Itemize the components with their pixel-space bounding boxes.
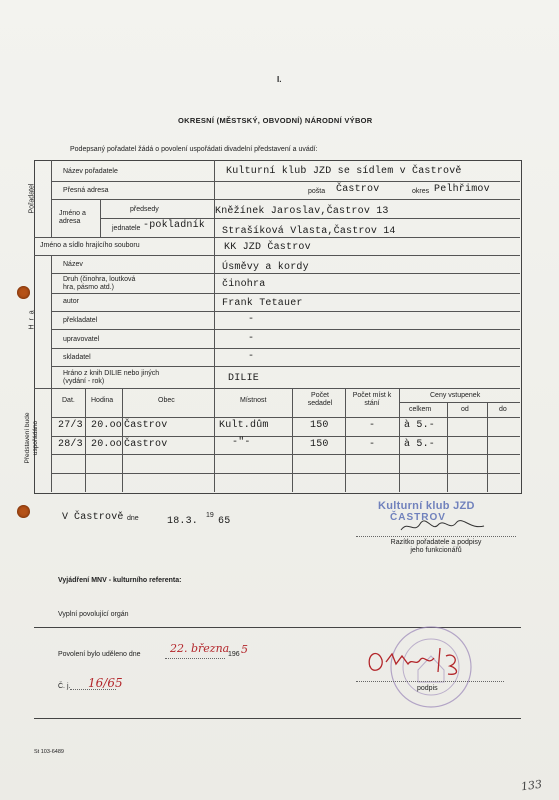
predstaveni-group-label: Představení bude uspořádáno xyxy=(24,412,39,464)
povoleni-year-value: 5 xyxy=(241,643,248,656)
place-prefix: V xyxy=(62,512,69,523)
autor-value: Frank Tetauer xyxy=(222,298,303,309)
row2-mistnost: -"- xyxy=(232,437,251,448)
povoleni-label: Povolení bylo uděleno dne xyxy=(58,651,141,658)
razitko-label: Razítko pořadatele a podpisy jeho funkcionářů xyxy=(390,539,482,554)
punch-hole-bottom xyxy=(17,505,30,518)
hrano-value: DILIE xyxy=(228,373,260,384)
row1-datum: 27/3 xyxy=(58,420,83,431)
posta-value: Častrov xyxy=(336,184,380,195)
soubor-label: Jméno a sídlo hrajícího souboru xyxy=(40,242,140,249)
nazev-poradatele-label: Název pořadatele xyxy=(63,168,118,175)
skladatel-value: - xyxy=(248,351,255,362)
soubor-value: KK JZD Častrov xyxy=(224,242,311,253)
col-celkem: celkem xyxy=(409,406,432,413)
jednatele-extra: -pokladník xyxy=(143,220,206,231)
row1-stani: - xyxy=(369,420,376,431)
skladatel-label: skladatel xyxy=(63,354,91,361)
jednatele-value: Strašíková Vlasta,Častrov 14 xyxy=(222,226,396,237)
stamp-line-1: Kulturní klub JZD xyxy=(378,500,475,512)
col-datum: Dat. xyxy=(62,397,75,404)
podpis-label: podpis xyxy=(417,685,438,692)
row1-sedadel: 150 xyxy=(310,420,329,431)
date-value: 18.3. xyxy=(167,516,199,527)
okres-value: Pelhřimov xyxy=(434,184,490,195)
predsedy-label: předsedy xyxy=(130,206,159,213)
cj-value: 16/65 xyxy=(88,676,123,690)
cj-label: Č. j. xyxy=(58,683,71,690)
vyjadreni-label: Vyjádření MNV - kulturního referenta: xyxy=(58,577,182,584)
year-value: 65 xyxy=(218,516,231,527)
document-title: OKRESNÍ (MĚSTSKÝ, OBVODNÍ) NÁRODNÍ VÝBOR xyxy=(178,116,373,125)
row1-mistnost: Kult.dům xyxy=(219,420,269,431)
col-mist-k-stani: Počet míst k stání xyxy=(352,392,392,407)
row1-celkem: à 5.- xyxy=(404,420,436,431)
col-obec: Obec xyxy=(158,397,175,404)
hrano-label: Hráno z knih DILIE nebo jiných (vydání - rok) xyxy=(63,370,160,385)
col-sedadel: Počet sedadel xyxy=(307,392,333,407)
row2-stani: - xyxy=(369,439,376,450)
row2-obec: Častrov xyxy=(124,439,168,450)
row2-sedadel: 150 xyxy=(310,439,329,450)
prekladatel-label: překladatel xyxy=(63,317,98,324)
predsedy-value: Kněžínek Jaroslav,Častrov 13 xyxy=(215,206,389,217)
autor-label: autor xyxy=(63,298,79,305)
dne-label: dne xyxy=(127,515,139,522)
authority-signature xyxy=(362,642,482,682)
col-ceny: Ceny vstupenek xyxy=(430,392,481,399)
presna-adresa-label: Přesná adresa xyxy=(63,187,109,194)
hra-nazev-label: Název xyxy=(63,261,83,268)
col-hodina: Hodina xyxy=(91,397,114,404)
place-value: Častrově xyxy=(74,512,124,523)
row2-datum: 28/3 xyxy=(58,439,83,450)
organizer-signature xyxy=(398,516,488,538)
poradatel-group-label: Pořadatel xyxy=(28,183,36,214)
jednatele-label: jednatele xyxy=(112,225,141,232)
povoleni-year-label: 196 xyxy=(228,651,240,658)
posta-label: pošta xyxy=(308,188,326,195)
col-mistnost: Místnost xyxy=(240,397,267,404)
hra-group-label: H r a xyxy=(28,309,36,330)
nazev-poradatele-value: Kulturní klub JZD se sídlem v Častrově xyxy=(226,166,462,177)
page-mark: 133 xyxy=(520,777,543,794)
prekladatel-value: - xyxy=(248,314,255,325)
vyplni-label: Vyplní povolující orgán xyxy=(58,611,129,618)
row2-celkem: à 5.- xyxy=(404,439,436,450)
row1-obec: Častrov xyxy=(124,420,168,431)
col-od: od xyxy=(461,406,469,413)
upravovatel-label: upravovatel xyxy=(63,336,100,343)
form-number: St 103-6489 xyxy=(34,749,64,755)
upravovatel-value: - xyxy=(248,333,255,344)
jmeno-adresa-label: Jméno a adresa xyxy=(59,210,86,225)
stamp-line-2: ČASTROV xyxy=(390,512,446,523)
punch-hole-top xyxy=(17,286,30,299)
druh-value: činohra xyxy=(222,279,266,290)
povoleni-date-value: 22. března xyxy=(170,642,230,655)
row1-hodina: 20.oo xyxy=(91,420,123,431)
okres-label: okres xyxy=(412,188,430,195)
col-do: do xyxy=(499,406,507,413)
druh-label: Druh (činohra, loutková hra, pásmo atd.) xyxy=(63,276,136,291)
year-prefix: 19 xyxy=(206,512,214,519)
row2-hodina: 20.oo xyxy=(91,439,123,450)
hra-nazev-value: Úsměvy a kordy xyxy=(222,262,309,273)
section-number: I. xyxy=(277,75,282,84)
intro-text: Podepsaný pořadatel žádá o povolení uspořádati divadelní představení a uvádí: xyxy=(70,146,318,153)
